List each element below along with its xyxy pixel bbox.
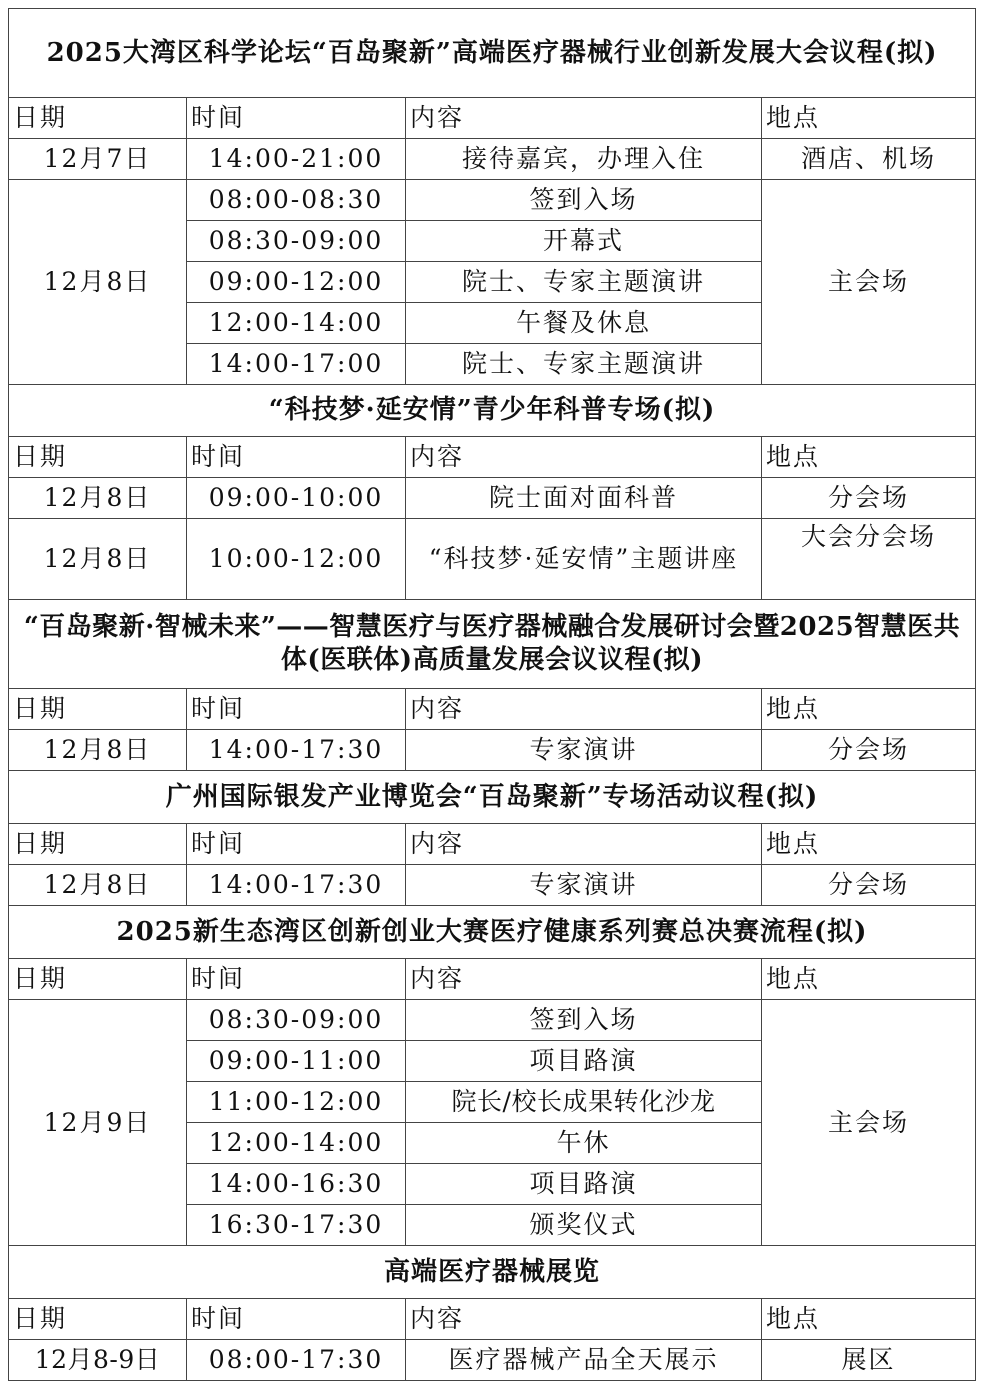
- header-content: 内容: [406, 689, 762, 730]
- content-cell: 专家演讲: [406, 865, 762, 906]
- content-cell: 院士面对面科普: [406, 478, 762, 519]
- time-cell: 08:00-08:30: [187, 180, 406, 221]
- time-cell: 09:00-12:00: [187, 262, 406, 303]
- location-cell: 主会场: [762, 180, 976, 385]
- date-cell: 12月8日: [9, 180, 187, 385]
- content-cell: 医疗器械产品全天展示: [406, 1340, 762, 1381]
- table-row: [9, 865, 976, 906]
- location-cell: 展区: [762, 1340, 976, 1381]
- date-cell: 12月8日: [9, 478, 187, 519]
- header-content: 内容: [406, 98, 762, 139]
- header-location: 地点: [762, 1299, 976, 1340]
- content-cell: 项目路演: [406, 1041, 762, 1082]
- header-location: 地点: [762, 824, 976, 865]
- header-date: 日期: [9, 98, 187, 139]
- location-cell: 分会场: [762, 478, 976, 519]
- time-cell: 16:30-17:30: [187, 1205, 406, 1246]
- header-content: 内容: [406, 824, 762, 865]
- date-cell: 12月9日: [9, 1000, 187, 1246]
- section-title: “百岛聚新·智械未来”——智慧医疗与医疗器械融合发展研讨会暨2025智慧医共体(医联体)高质量发展会议议程(拟): [9, 600, 976, 689]
- time-cell: 09:00-11:00: [187, 1041, 406, 1082]
- date-cell: 12月8日: [9, 865, 187, 906]
- header-time: 时间: [187, 98, 406, 139]
- time-cell: 14:00-21:00: [187, 139, 406, 180]
- table-row: [9, 180, 976, 221]
- header-location: 地点: [762, 98, 976, 139]
- content-cell: 接待嘉宾，办理入住: [406, 139, 762, 180]
- section-title: 2025新生态湾区创新创业大赛医疗健康系列赛总决赛流程(拟): [9, 906, 976, 959]
- content-cell: 院士、专家主题演讲: [406, 344, 762, 385]
- table-row: [9, 478, 976, 519]
- location-cell: 分会场: [762, 865, 976, 906]
- header-row: [9, 1299, 976, 1340]
- header-location: 地点: [762, 689, 976, 730]
- date-cell: 12月7日: [9, 139, 187, 180]
- content-cell: “科技梦·延安情”主题讲座: [406, 519, 762, 600]
- section-title-row: [9, 906, 976, 959]
- header-time: 时间: [187, 689, 406, 730]
- header-time: 时间: [187, 824, 406, 865]
- table-row: [9, 1000, 976, 1041]
- section-title: 高端医疗器械展览: [9, 1246, 976, 1299]
- header-date: 日期: [9, 689, 187, 730]
- section-title-row: [9, 771, 976, 824]
- section-title-row: [9, 9, 976, 98]
- time-cell: 14:00-16:30: [187, 1164, 406, 1205]
- content-cell: 午餐及休息: [406, 303, 762, 344]
- header-location: 地点: [762, 437, 976, 478]
- time-cell: 12:00-14:00: [187, 1123, 406, 1164]
- content-cell: 项目路演: [406, 1164, 762, 1205]
- header-row: [9, 98, 976, 139]
- header-row: [9, 824, 976, 865]
- time-cell: 14:00-17:00: [187, 344, 406, 385]
- table-row: [9, 730, 976, 771]
- header-date: 日期: [9, 959, 187, 1000]
- date-cell: 12月8日: [9, 730, 187, 771]
- header-content: 内容: [406, 959, 762, 1000]
- section-title-row: [9, 385, 976, 437]
- header-date: 日期: [9, 824, 187, 865]
- agenda-table: [8, 8, 976, 1381]
- header-time: 时间: [187, 437, 406, 478]
- time-cell: 09:00-10:00: [187, 478, 406, 519]
- header-content: 内容: [406, 437, 762, 478]
- content-cell: 午休: [406, 1123, 762, 1164]
- time-cell: 08:00-17:30: [187, 1340, 406, 1381]
- location-cell: 分会场: [762, 730, 976, 771]
- date-cell: 12月8日: [9, 519, 187, 600]
- header-row: [9, 689, 976, 730]
- location-cell: 大会分会场: [762, 519, 976, 600]
- location-cell: 主会场: [762, 1000, 976, 1246]
- time-cell: 12:00-14:00: [187, 303, 406, 344]
- section-title: “科技梦·延安情”青少年科普专场(拟): [9, 385, 976, 437]
- section-title: 广州国际银发产业博览会“百岛聚新”专场活动议程(拟): [9, 771, 976, 824]
- date-cell: 12月8-9日: [9, 1340, 187, 1381]
- content-cell: 颁奖仪式: [406, 1205, 762, 1246]
- time-cell: 10:00-12:00: [187, 519, 406, 600]
- content-cell: 签到入场: [406, 180, 762, 221]
- time-cell: 11:00-12:00: [187, 1082, 406, 1123]
- table-row: [9, 139, 976, 180]
- content-cell: 专家演讲: [406, 730, 762, 771]
- table-row: [9, 519, 976, 600]
- header-time: 时间: [187, 959, 406, 1000]
- content-cell: 院士、专家主题演讲: [406, 262, 762, 303]
- header-row: [9, 959, 976, 1000]
- location-cell: 酒店、机场: [762, 139, 976, 180]
- section-title-row: [9, 1246, 976, 1299]
- time-cell: 14:00-17:30: [187, 730, 406, 771]
- table-row: [9, 1340, 976, 1381]
- section-title: 2025大湾区科学论坛“百岛聚新”高端医疗器械行业创新发展大会议程(拟): [9, 9, 976, 98]
- content-cell: 签到入场: [406, 1000, 762, 1041]
- time-cell: 08:30-09:00: [187, 1000, 406, 1041]
- time-cell: 08:30-09:00: [187, 221, 406, 262]
- header-date: 日期: [9, 1299, 187, 1340]
- section-title-row: [9, 600, 976, 689]
- header-content: 内容: [406, 1299, 762, 1340]
- header-location: 地点: [762, 959, 976, 1000]
- header-date: 日期: [9, 437, 187, 478]
- time-cell: 14:00-17:30: [187, 865, 406, 906]
- content-cell: 院长/校长成果转化沙龙: [406, 1082, 762, 1123]
- content-cell: 开幕式: [406, 221, 762, 262]
- header-row: [9, 437, 976, 478]
- header-time: 时间: [187, 1299, 406, 1340]
